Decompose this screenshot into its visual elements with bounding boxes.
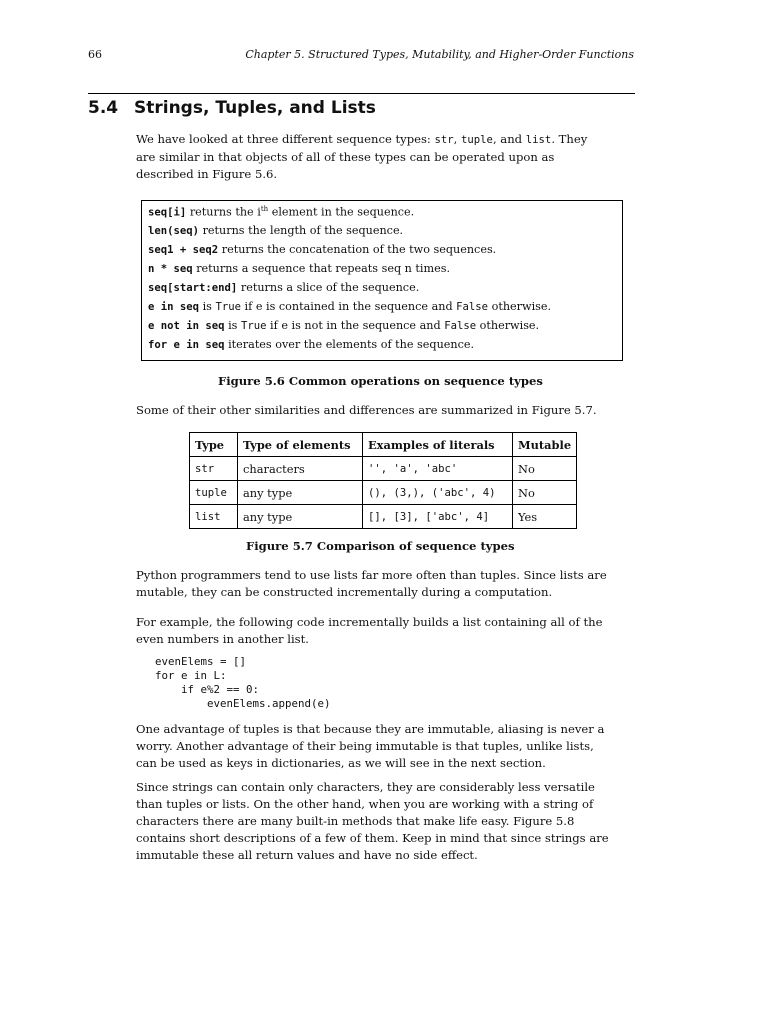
- running-head: Chapter 5. Structured Types, Mutability, and Higher-Order Functions: [245, 48, 634, 61]
- op-line: [148, 224, 403, 237]
- op-line: [148, 262, 450, 275]
- text-line: For example, the following code incrementally builds a list containing all of the: [136, 615, 603, 629]
- op-description: returns a slice of the sequence.: [237, 281, 420, 294]
- op-line: [148, 205, 414, 219]
- op-line: [148, 338, 474, 351]
- table-row: [190, 457, 577, 481]
- figure-5-6-caption: Figure 5.6 Common operations on sequence types: [218, 374, 543, 388]
- op-code: n * seq: [148, 263, 193, 275]
- section-number: 5.4: [88, 98, 119, 118]
- op-line: [148, 281, 419, 294]
- op-line: [148, 243, 496, 256]
- table-cell: (), (3,), ('abc', 4): [363, 481, 513, 505]
- table-header-row: [190, 433, 577, 457]
- text-line: can be used as keys in dictionaries, as we will see in the next section.: [136, 756, 546, 770]
- text-line: than tuples or lists. On the other hand, when you are working with a string of: [136, 797, 594, 811]
- op-description: returns the i: [186, 205, 261, 219]
- intro-line-1: [136, 131, 636, 149]
- op-code: seq1 + seq2: [148, 244, 219, 256]
- table-cell: list: [190, 505, 238, 529]
- table-cell: any type: [238, 481, 363, 505]
- op-description: returns the length of the sequence.: [199, 224, 404, 237]
- text-line: characters there are many built-in methods that make life easy. Figure 5.8: [136, 814, 575, 828]
- code-str: str: [434, 134, 454, 146]
- page-header: [88, 48, 634, 64]
- table-header: Type of elements: [238, 433, 363, 457]
- lists-paragraph: [136, 567, 636, 601]
- header-rule: [88, 93, 635, 94]
- code-block: [155, 655, 331, 711]
- table-row: [190, 505, 577, 529]
- code-line: if e%2 == 0:: [155, 683, 260, 696]
- code-list: list: [525, 134, 552, 146]
- text-line: mutable, they can be constructed incrementally during a computation.: [136, 585, 553, 599]
- table-cell: '', 'a', 'abc': [363, 457, 513, 481]
- example-paragraph: [136, 614, 636, 648]
- code-false: False: [444, 320, 477, 332]
- similarities-paragraph: Some of their other similarities and differences are summarized in Figure 5.7.: [136, 403, 597, 417]
- table-cell: Yes: [513, 505, 577, 529]
- op-description: element in the sequence.: [268, 205, 415, 219]
- code-true: True: [240, 320, 267, 332]
- table-cell: No: [513, 457, 577, 481]
- section-title: [88, 98, 376, 118]
- code-false: False: [456, 301, 489, 313]
- op-code: seq[start:end]: [148, 282, 238, 294]
- table-header: Mutable: [513, 433, 577, 457]
- superscript: th: [260, 205, 269, 213]
- intro-text: . They: [551, 132, 588, 146]
- intro-sep: , and: [492, 132, 526, 146]
- intro-sep: ,: [453, 132, 462, 146]
- text-line: worry. Another advantage of their being immutable is that tuples, unlike lists,: [136, 739, 594, 753]
- code-line: evenElems.append(e): [155, 697, 331, 710]
- tuples-paragraph: [136, 721, 636, 772]
- op-code: for e in seq: [148, 339, 225, 351]
- intro-line-3: described in Figure 5.6.: [136, 167, 278, 181]
- op-description: if e is not in the sequence and: [266, 319, 445, 332]
- text-line: One advantage of tuples is that because they are immutable, aliasing is never a: [136, 722, 605, 736]
- code-tuple: tuple: [461, 134, 493, 146]
- section-title-text: Strings, Tuples, and Lists: [134, 98, 376, 118]
- op-description: is: [224, 319, 241, 332]
- figure-5-7-caption: Figure 5.7 Comparison of sequence types: [246, 539, 515, 553]
- op-description: returns the concatenation of the two sequences.: [218, 243, 497, 256]
- op-line: [148, 319, 539, 332]
- op-code: len(seq): [148, 225, 200, 237]
- op-description: otherwise.: [488, 300, 552, 313]
- table-cell: characters: [238, 457, 363, 481]
- table-header: Type: [190, 433, 238, 457]
- table-cell: [], [3], ['abc', 4]: [363, 505, 513, 529]
- op-code: e in seq: [148, 301, 200, 313]
- text-line: contains short descriptions of a few of them. Keep in mind that since strings are: [136, 831, 609, 845]
- text-line: Since strings can contain only characters, they are considerably less versatile: [136, 780, 595, 794]
- table-row: [190, 481, 577, 505]
- op-description: iterates over the elements of the sequence.: [224, 338, 475, 351]
- table-cell: No: [513, 481, 577, 505]
- table-header: Examples of literals: [363, 433, 513, 457]
- code-line: evenElems = []: [155, 655, 247, 668]
- page-number: 66: [88, 48, 102, 61]
- operations-box: [141, 200, 623, 361]
- op-description: if e is contained in the sequence and: [240, 300, 457, 313]
- strings-paragraph: [136, 779, 636, 864]
- code-true: True: [215, 301, 241, 313]
- intro-line-2: are similar in that objects of all of these types can be operated upon as: [136, 150, 555, 164]
- text-line: immutable these all return values and have no side effect.: [136, 848, 478, 862]
- intro-text: We have looked at three different sequence types:: [136, 132, 435, 146]
- op-description: is: [199, 300, 216, 313]
- intro-paragraph: [136, 131, 636, 183]
- op-line: [148, 300, 551, 313]
- sequence-types-table: [189, 432, 577, 529]
- text-line: even numbers in another list.: [136, 632, 309, 646]
- op-code: e not in seq: [148, 320, 225, 332]
- op-description: otherwise.: [476, 319, 540, 332]
- op-code: seq[i]: [148, 206, 187, 219]
- text-line: Python programmers tend to use lists far more often than tuples. Since lists are: [136, 568, 607, 582]
- op-description: returns a sequence that repeats seq n times.: [192, 262, 451, 275]
- table-cell: tuple: [190, 481, 238, 505]
- table-cell: any type: [238, 505, 363, 529]
- table-cell: str: [190, 457, 238, 481]
- code-line: for e in L:: [155, 669, 227, 682]
